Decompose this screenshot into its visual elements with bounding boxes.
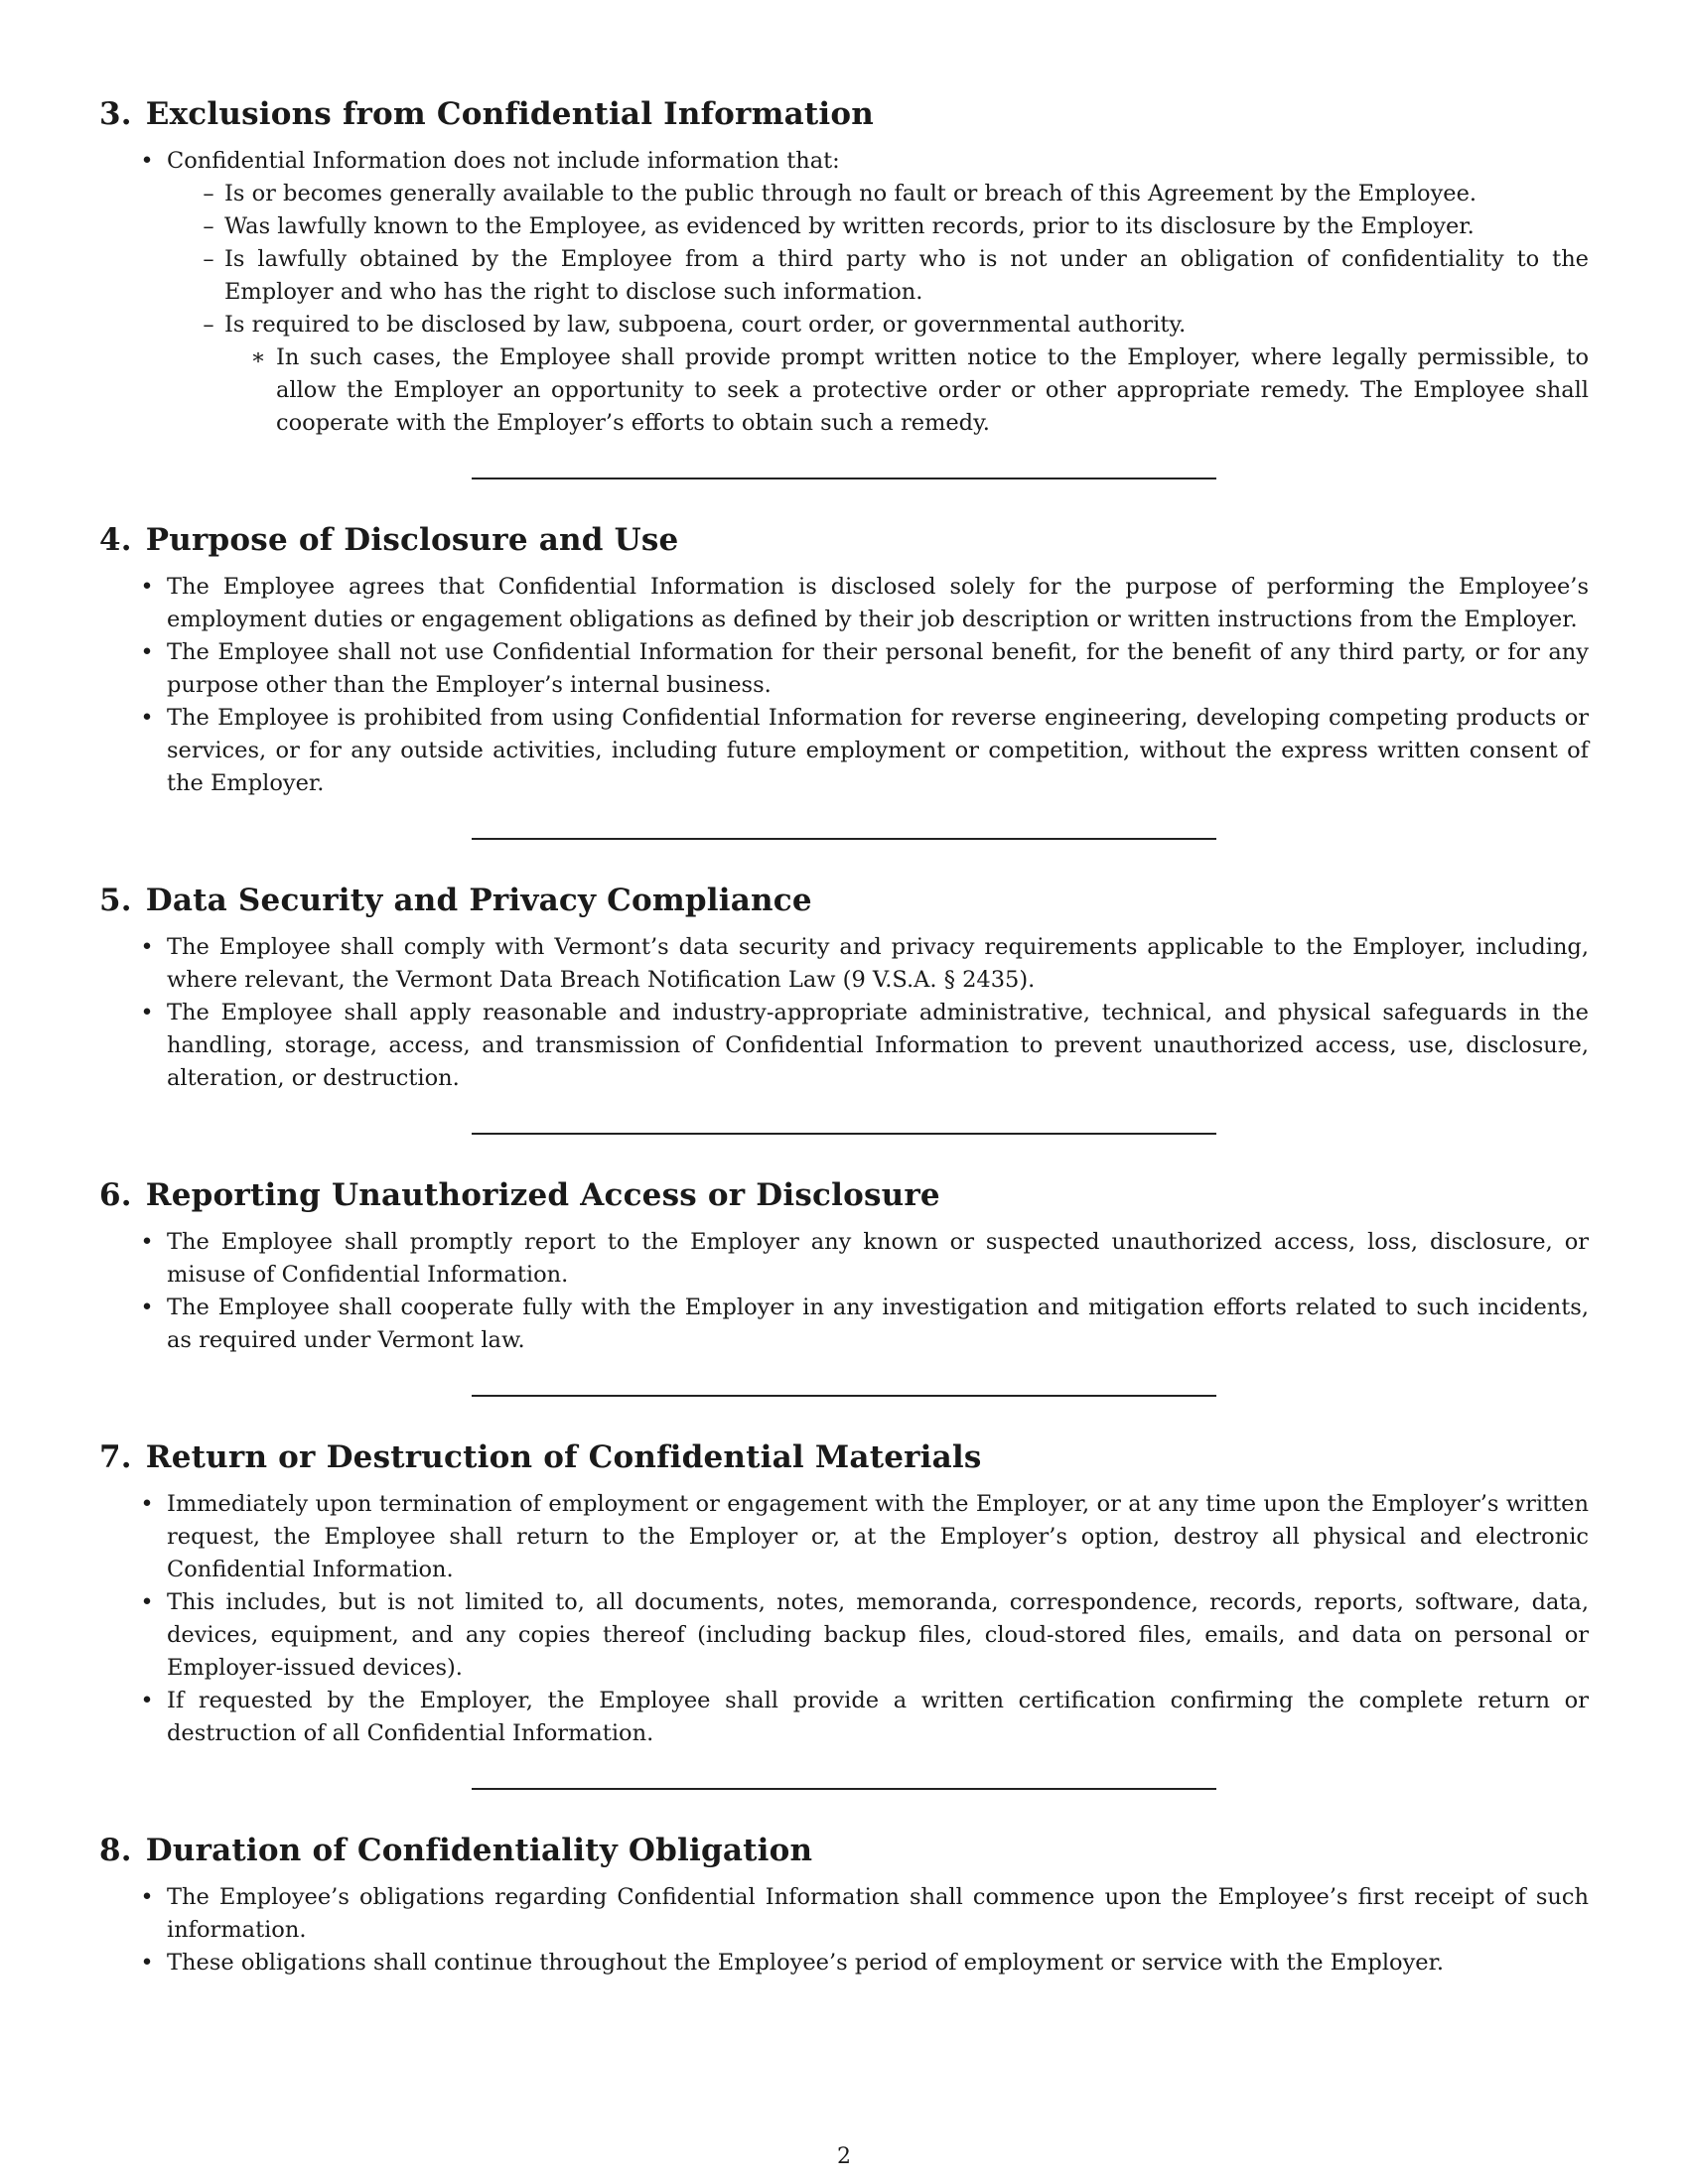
section-number: 3. [99,96,132,132]
list-item [99,1947,1589,1979]
section-purpose [99,513,1589,840]
list-item [99,145,1589,440]
list-item [99,571,1589,636]
list-item-text: These obligations shall continue throughout the Employee’s period of employment or service with the Employer. [167,1950,1445,1976]
bullet-list [99,571,1589,800]
bullet-icon: • [140,639,154,665]
sub-list-item-text: Is lawfully obtained by the Employee from a third party who is not under an obligation of confidentiality to the Employer and who has the right to disclose such information. [224,246,1589,305]
dash-icon: – [203,213,214,239]
dash-icon: – [203,181,214,206]
list-item [99,702,1589,800]
sub-list-item-text: Is or becomes generally available to the public through no fault or breach of this Agreement by the Employee. [224,181,1477,206]
section-title: Purpose of Disclosure and Use [145,522,679,558]
list-item [99,1226,1589,1292]
section-heading [99,1168,1589,1222]
bullet-icon: • [140,1229,154,1255]
bullet-icon: • [140,1589,154,1615]
section-number: 8. [99,1833,132,1868]
section-title: Reporting Unauthorized Access or Disclosure [145,1177,940,1213]
bullet-icon: • [140,148,154,174]
bullet-icon: • [140,1491,154,1517]
section-heading [99,1431,1589,1484]
sub-list-item [167,243,1589,309]
sub-list-item-text: Was lawfully known to the Employee, as evidenced by written records, prior to its disclosure by the Employer. [224,213,1475,239]
bullet-icon: • [140,705,154,731]
section-exclusions [99,87,1589,479]
sub-list-item [167,210,1589,243]
bullet-icon: • [140,1884,154,1910]
list-item-text: Confidential Information does not include information that: [167,148,840,174]
list-item-text: The Employee shall not use Confidential Information for their personal benefit, for the benefit of any third party, or for any purpose other than the Employer’s internal business. [167,639,1589,698]
sub-list-item-text: Is required to be disclosed by law, subpoena, court order, or governmental authority. [224,312,1187,338]
list-item [99,1881,1589,1947]
bullet-list [99,931,1589,1095]
section-title: Exclusions from Confidential Information [145,96,874,132]
list-item [99,1488,1589,1586]
section-title: Data Security and Privacy Compliance [145,883,812,918]
bullet-list [99,1226,1589,1357]
list-item-text: The Employee shall promptly report to the Employer any known or suspected unauthorized access, loss, disclosure, or misuse of Confidential Information. [167,1229,1589,1288]
sub-list-item [167,309,1589,440]
sub-sub-list [224,341,1589,440]
bullet-icon: • [140,1000,154,1025]
list-item [99,931,1589,997]
section-title: Duration of Confidentiality Obligation [145,1833,813,1868]
sub-list [167,178,1589,440]
list-item-text: The Employee shall cooperate fully with the Employer in any investigation and mitigation efforts related to such incidents, as required under Vermont law. [167,1295,1589,1353]
section-data-security [99,874,1589,1135]
bullet-icon: • [140,1950,154,1976]
sub-sub-list-item [224,341,1589,440]
document-page [99,87,1589,1979]
list-item [99,636,1589,702]
section-number: 4. [99,522,132,558]
section-title: Return or Destruction of Confidential Materials [145,1439,982,1475]
section-duration [99,1824,1589,1979]
bullet-list [99,1488,1589,1750]
page-number: 2 [837,2144,851,2169]
section-number: 6. [99,1177,132,1213]
list-item-text: This includes, but is not limited to, all documents, notes, memoranda, correspondence, records, reports, software, data, devices, equipment, and any copies thereof (including backup files, cloud-stored files, emails, and data on personal or Employer-issued devices). [167,1589,1589,1681]
list-item-text: The Employee is prohibited from using Confidential Information for reverse engineering, developing competing products or services, or for any outside activities, including future employment or competition, without the express written consent of the Employer. [167,705,1589,796]
dash-icon: – [203,246,214,272]
list-item-text: Immediately upon termination of employment or engagement with the Employer, or at any time upon the Employer’s written request, the Employee shall return to the Employer or, at the Employer’s option, destroy all physical and electronic Confidential Information. [167,1491,1589,1582]
dash-icon: – [203,312,214,338]
list-item [99,1685,1589,1750]
list-item [99,997,1589,1095]
bullet-icon: • [140,1688,154,1713]
list-item-text: The Employee agrees that Confidential Information is disclosed solely for the purpose of performing the Employee’s employment duties or engagement obligations as defined by their job description or written instructions from the Employer. [167,574,1589,632]
bullet-icon: • [140,574,154,600]
section-number: 7. [99,1439,132,1475]
section-heading [99,513,1589,567]
list-item-text: The Employee’s obligations regarding Confidential Information shall commence upon the Employee’s first receipt of such information. [167,1884,1589,1943]
list-item [99,1292,1589,1357]
list-item-text: The Employee shall apply reasonable and industry-appropriate administrative, technical, and physical safeguards in the handling, storage, access, and transmission of Confidential Information to prevent unauthorized access, use, disclosure, alteration, or destruction. [167,1000,1589,1091]
section-heading [99,87,1589,141]
list-item-text: The Employee shall comply with Vermont’s data security and privacy requirements applicable to the Employer, including, where relevant, the Vermont Data Breach Notification Law (9 V.S.A. § 2435). [167,934,1589,993]
bullet-list [99,145,1589,440]
bullet-icon: • [140,1295,154,1320]
sub-sub-list-item-text: In such cases, the Employee shall provide prompt written notice to the Employer, where legally permissible, to allow the Employer an opportunity to seek a protective order or other appropriate remedy. The Employee shall cooperate with the Employer’s efforts to obtain such a remedy. [276,344,1589,436]
bullet-list [99,1881,1589,1979]
section-return-destruction [99,1431,1589,1790]
list-item-text: If requested by the Employer, the Employee shall provide a written certification confirming the complete return or destruction of all Confidential Information. [167,1688,1589,1746]
section-heading [99,1824,1589,1877]
section-heading [99,874,1589,927]
bullet-icon: • [140,934,154,960]
section-reporting [99,1168,1589,1397]
section-number: 5. [99,883,132,918]
list-item [99,1586,1589,1685]
sub-list-item [167,178,1589,210]
asterisk-icon: ∗ [250,344,266,370]
